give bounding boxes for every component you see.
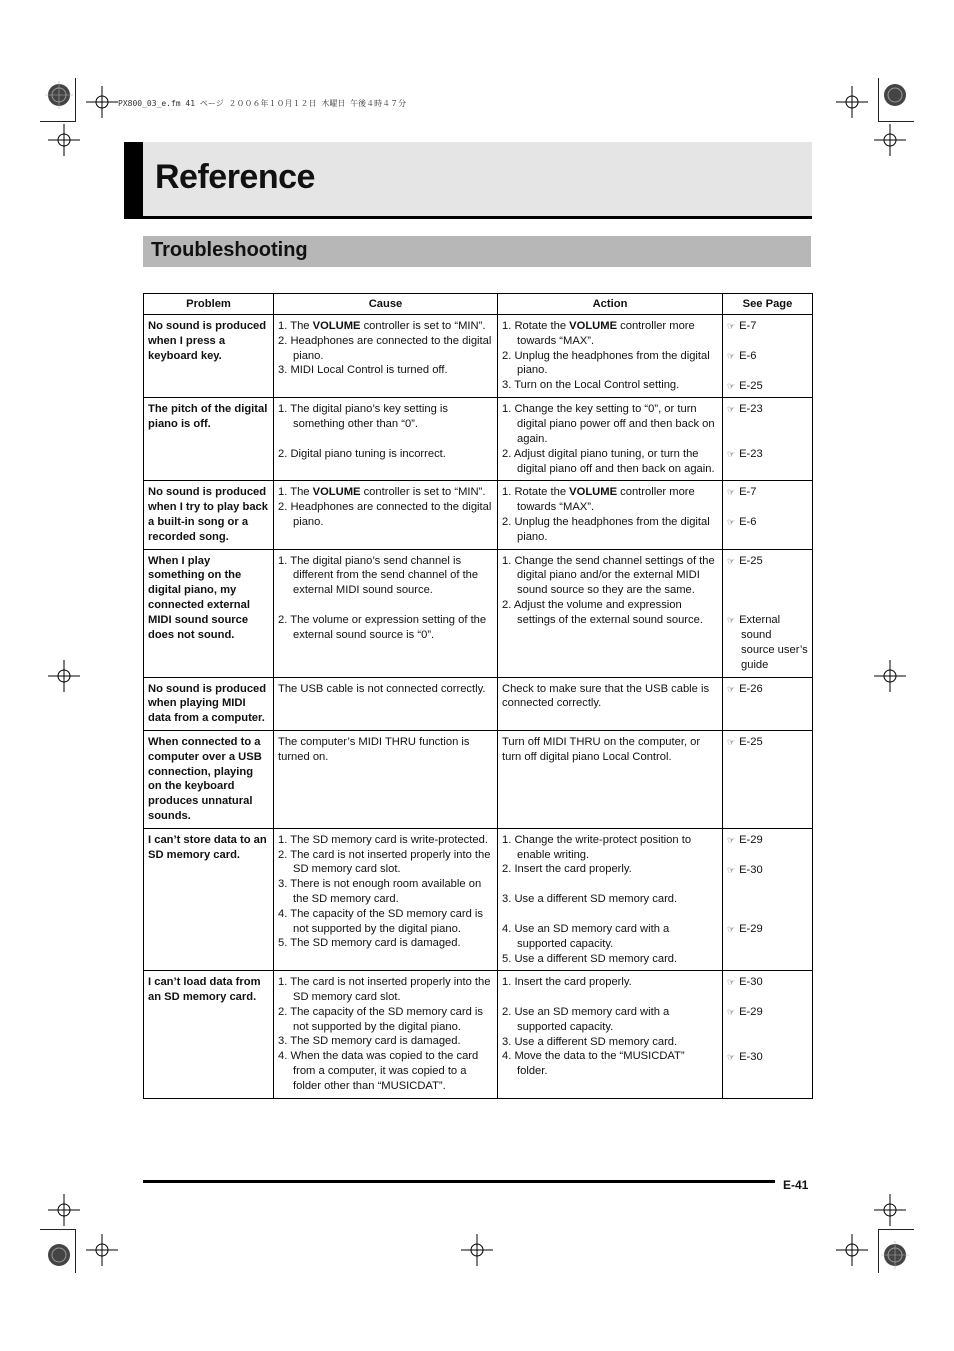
cause-cell [274,677,498,730]
spacer [727,568,808,583]
pointing-hand-icon: ☞ [727,864,736,875]
table-row [144,481,813,549]
page-reference [727,613,808,672]
table-header-row [144,294,813,315]
cause-text: 5. The SD memory card is damaged. [278,937,461,950]
pointing-hand-icon: ☞ [727,834,736,845]
pointing-hand-icon: ☞ [727,321,736,331]
crosshair-icon [836,86,868,118]
page-reference-text: E-25 [739,554,763,567]
cause-text: 1. The [278,320,313,332]
crosshair-icon [874,660,906,692]
control-name: VOLUME [569,486,618,499]
see-page-cell [723,971,813,1098]
cause-text: 1. The card is not inserted properly into the SD memory card slot. [278,976,491,1004]
action-text: 2. Unplug the headphones from the digital piano. [502,515,710,543]
cause-text: 2. The capacity of the SD memory card is not supported by the digital piano. [278,1005,483,1033]
crosshair-icon [836,1234,868,1266]
page-reference-text: E-23 [739,403,763,416]
action-item [502,319,718,349]
problem-cell: I can’t store data to an SD memory card. [144,828,274,971]
spacer [727,364,808,379]
spacer [502,877,718,892]
pointing-hand-icon: ☞ [727,517,736,528]
crop-line [75,1229,76,1273]
control-name: VOLUME [569,320,618,332]
table-row [144,828,813,971]
spacer [727,500,808,515]
action-text: Turn off MIDI THRU on the computer, or turn off digital piano Local Control. [502,735,701,763]
see-page-cell [723,549,813,677]
page-reference-text: E-30 [739,863,763,876]
cause-text: 3. There is not enough room available on the SD memory card. [278,878,482,905]
action-text: Check to make sure that the USB cable is connected correctly. [502,682,710,710]
action-item [502,975,718,990]
cause-item [278,319,493,334]
action-text: 4. Use an SD memory card with a supported capacity. [502,922,670,950]
spacer [727,1020,808,1035]
cause-text: 2. The card is not inserted properly into the SD memory card slot. [278,848,491,876]
print-header: PX800_03_e.fm 41 ページ ２００６年１０月１２日 木曜日 午後４時４７分 [118,99,407,108]
page-reference [727,402,808,417]
see-page-cell [723,677,813,730]
spacer [727,598,808,613]
cause-text: 2. Headphones are connected to the digital piano. [278,334,492,362]
cause-text: 1. The [278,486,313,499]
control-name: VOLUME [312,486,361,499]
table-row [144,677,813,730]
action-item [502,1005,718,1035]
page-reference-text: External sound source user’s guide [739,614,808,671]
pointing-hand-icon: ☞ [727,449,736,460]
see-page-cell [723,828,813,971]
crosshair-icon [86,86,118,118]
crop-line [75,78,76,122]
action-text: 2. Adjust digital piano tuning, or turn the digital piano off and then back on again. [502,447,715,475]
page-title: Reference [155,158,315,196]
action-item [502,447,718,477]
action-item [502,682,718,712]
title-accent-bar [124,142,143,219]
action-text: 2. Use an SD memory card with a supported capacity. [502,1006,670,1033]
pointing-hand-icon: ☞ [727,977,736,988]
page-reference [727,379,808,394]
action-text: controller more towards “MAX”. [517,486,695,514]
spacer [502,990,718,1005]
crosshair-icon [461,1234,493,1266]
problem-cell: When connected to a computer over a USB connection, playing on the keyboard produces unnatural sounds. [144,730,274,828]
action-text: 1. Change the send channel settings of the digital piano and/or the external MIDI sound source so they are the same. [502,554,715,597]
pointing-hand-icon: ☞ [727,487,736,498]
table-row [144,315,813,398]
page-reference [727,975,808,990]
footer-rule [143,1180,775,1183]
action-cell [498,971,723,1098]
page-reference [727,319,808,334]
page-number: E-41 [783,1178,809,1192]
page-reference-text: E-7 [739,320,757,332]
page-reference-text: E-7 [739,486,757,499]
action-text: 4. Move the data to the “MUSICDAT” folder. [502,1050,685,1078]
action-text: 1. Change the write-protect position to enable writing. [502,833,692,861]
pointing-hand-icon: ☞ [727,350,736,361]
cause-item [278,485,493,500]
table-row [144,730,813,828]
action-cell [498,315,723,398]
action-item [502,1035,718,1050]
pointing-hand-icon: ☞ [727,555,736,566]
cause-text: 2. Headphones are connected to the digital piano. [278,501,492,528]
title-underline [124,216,812,219]
problem-cell: No sound is produced when I try to play back a built-in song or a recorded song. [144,481,274,549]
cause-item [278,877,493,907]
cause-text: 3. The SD memory card is damaged. [278,1035,461,1048]
cause-text: The computer’s MIDI THRU function is turned on. [278,735,470,763]
pointing-hand-icon: ☞ [727,1051,736,1062]
page-reference [727,554,808,569]
cause-item [278,1049,493,1093]
page-reference [727,735,808,750]
cause-item [278,447,493,462]
action-text: controller more towards “MAX”. [517,320,695,347]
page-reference-text: E-6 [739,516,757,529]
problem-cell: No sound is produced when I press a keyboard key. [144,315,274,398]
crosshair-icon [48,660,80,692]
action-cell [498,549,723,677]
problem-cell: No sound is produced when playing MIDI data from a computer. [144,677,274,730]
spacer [727,583,808,598]
page-reference [727,349,808,364]
action-text: 1. Change the key setting to “0”, or turn digital piano power off and then back on again. [502,403,715,445]
registration-mark-icon [42,1238,76,1272]
cause-item [278,907,493,937]
see-page-cell [723,398,813,481]
action-item [502,833,718,863]
spacer [727,417,808,432]
cause-item [278,500,493,530]
page-reference-text: E-29 [739,833,763,846]
action-text: 3. Turn on the Local Control setting. [502,379,680,392]
table-row [144,971,813,1098]
spacer [727,1035,808,1050]
page-reference [727,682,808,697]
registration-mark-icon [878,1238,912,1272]
cause-text: controller is set to “MIN”. [360,320,486,332]
page-reference-text: E-29 [739,1006,763,1019]
cause-cell [274,828,498,971]
spacer [727,334,808,349]
crop-line [878,1229,914,1230]
cause-item [278,833,493,848]
cause-text: 1. The digital piano’s key setting is something other than “0”. [278,403,448,431]
cause-cell [274,315,498,398]
action-text: 3. Use a different SD memory card. [502,893,678,906]
page-reference-text: E-26 [739,682,763,695]
page-reference-text: E-30 [739,1050,763,1063]
action-text: 1. Rotate the [502,320,570,332]
registration-mark-icon [42,78,76,112]
page-reference [727,1050,808,1065]
page-reference-text: E-25 [739,735,763,748]
cause-item [278,975,493,1005]
spacer [727,892,808,907]
problem-cell: When I play something on the digital piano, my connected external MIDI sound source does not sound. [144,549,274,677]
page-reference-text: E-6 [739,349,757,362]
spacer [502,907,718,922]
action-item [502,922,718,952]
pointing-hand-icon: ☞ [727,404,736,415]
see-page-cell [723,730,813,828]
action-text: 2. Adjust the volume and expression settings of the external sound source. [502,598,703,626]
pointing-hand-icon: ☞ [727,683,736,694]
column-header-cause: Cause [274,294,498,315]
spacer [727,432,808,447]
see-page-cell [723,315,813,398]
action-item [502,515,718,545]
cause-item [278,363,493,378]
action-text: 1. Rotate the [502,486,570,499]
troubleshooting-table [143,293,813,1099]
table-row [144,549,813,677]
page-reference-text: E-30 [739,976,763,989]
action-item [502,598,718,628]
cause-text: 3. MIDI Local Control is turned off. [278,364,448,377]
page-reference [727,922,808,937]
table-row [144,398,813,481]
cause-text: controller is set to “MIN”. [360,486,486,499]
cause-item [278,554,493,598]
crop-line [878,121,914,122]
page-reference [727,485,808,500]
cause-item [278,682,493,697]
page-reference-text: E-23 [739,448,763,461]
action-text: 2. Insert the card properly. [502,863,632,876]
cause-text: 1. The digital piano’s send channel is different from the send channel of the external MIDI sound source. [278,554,479,597]
cause-text: 1. The SD memory card is write-protected. [278,833,488,846]
pointing-hand-icon: ☞ [727,1007,736,1018]
action-item [502,892,718,907]
action-item [502,378,718,393]
crosshair-icon [874,124,906,156]
cause-item [278,1034,493,1049]
action-text: 2. Unplug the headphones from the digital piano. [502,349,710,377]
page-reference [727,1005,808,1020]
cause-item [278,402,493,432]
cause-item [278,735,493,765]
column-header-action: Action [498,294,723,315]
crosshair-icon [48,1194,80,1226]
page-reference [727,515,808,530]
action-item [502,862,718,877]
cause-item [278,334,493,364]
pointing-hand-icon: ☞ [727,736,736,747]
action-item [502,952,718,967]
action-item [502,485,718,515]
pointing-hand-icon: ☞ [727,380,736,391]
action-cell [498,677,723,730]
action-cell [498,481,723,549]
crosshair-icon [86,1234,118,1266]
registration-mark-icon [878,78,912,112]
action-item [502,1049,718,1079]
action-item [502,349,718,379]
action-item [502,402,718,446]
spacer [278,432,493,447]
cause-text: 4. When the data was copied to the card from a computer, it was copied to a folder other than “MUSICDAT”. [278,1050,479,1092]
action-item [502,735,718,765]
spacer [727,848,808,863]
page-reference [727,447,808,462]
crop-line [40,1229,76,1230]
crop-line [40,121,76,122]
spacer [727,907,808,922]
crop-line [878,1229,879,1273]
spacer [278,598,493,613]
cause-item [278,613,493,643]
control-name: VOLUME [312,320,361,332]
spacer [727,990,808,1005]
pointing-hand-icon: ☞ [727,924,736,935]
cause-text: 2. Digital piano tuning is incorrect. [278,447,446,460]
spacer [727,877,808,892]
see-page-cell [723,481,813,549]
cause-text: 2. The volume or expression setting of the external sound source is “0”. [278,613,487,641]
column-header-problem: Problem [144,294,274,315]
page-reference [727,863,808,878]
cause-cell [274,398,498,481]
cause-item [278,936,493,951]
crosshair-icon [874,1194,906,1226]
page-reference [727,833,808,848]
crop-line [878,78,879,122]
crosshair-icon [48,124,80,156]
action-cell [498,828,723,971]
cause-text: The USB cable is not connected correctly. [278,682,486,695]
action-text: 5. Use a different SD memory card. [502,952,678,965]
action-item [502,554,718,598]
column-header-see-page: See Page [723,294,813,315]
page-reference-text: E-29 [739,923,763,936]
problem-cell: The pitch of the digital piano is off. [144,398,274,481]
action-cell [498,730,723,828]
cause-cell [274,971,498,1098]
cause-cell [274,549,498,677]
table-body [144,315,813,1099]
section-title: Troubleshooting [151,239,308,261]
cause-cell [274,730,498,828]
cause-text: 4. The capacity of the SD memory card is not supported by the digital piano. [278,907,483,935]
cause-cell [274,481,498,549]
action-text: 3. Use a different SD memory card. [502,1035,678,1048]
pointing-hand-icon: ☞ [727,615,736,626]
problem-cell: I can’t load data from an SD memory card. [144,971,274,1098]
cause-item [278,1005,493,1035]
cause-item [278,848,493,878]
action-text: 1. Insert the card properly. [502,976,632,989]
page-reference-text: E-25 [739,379,763,392]
action-cell [498,398,723,481]
